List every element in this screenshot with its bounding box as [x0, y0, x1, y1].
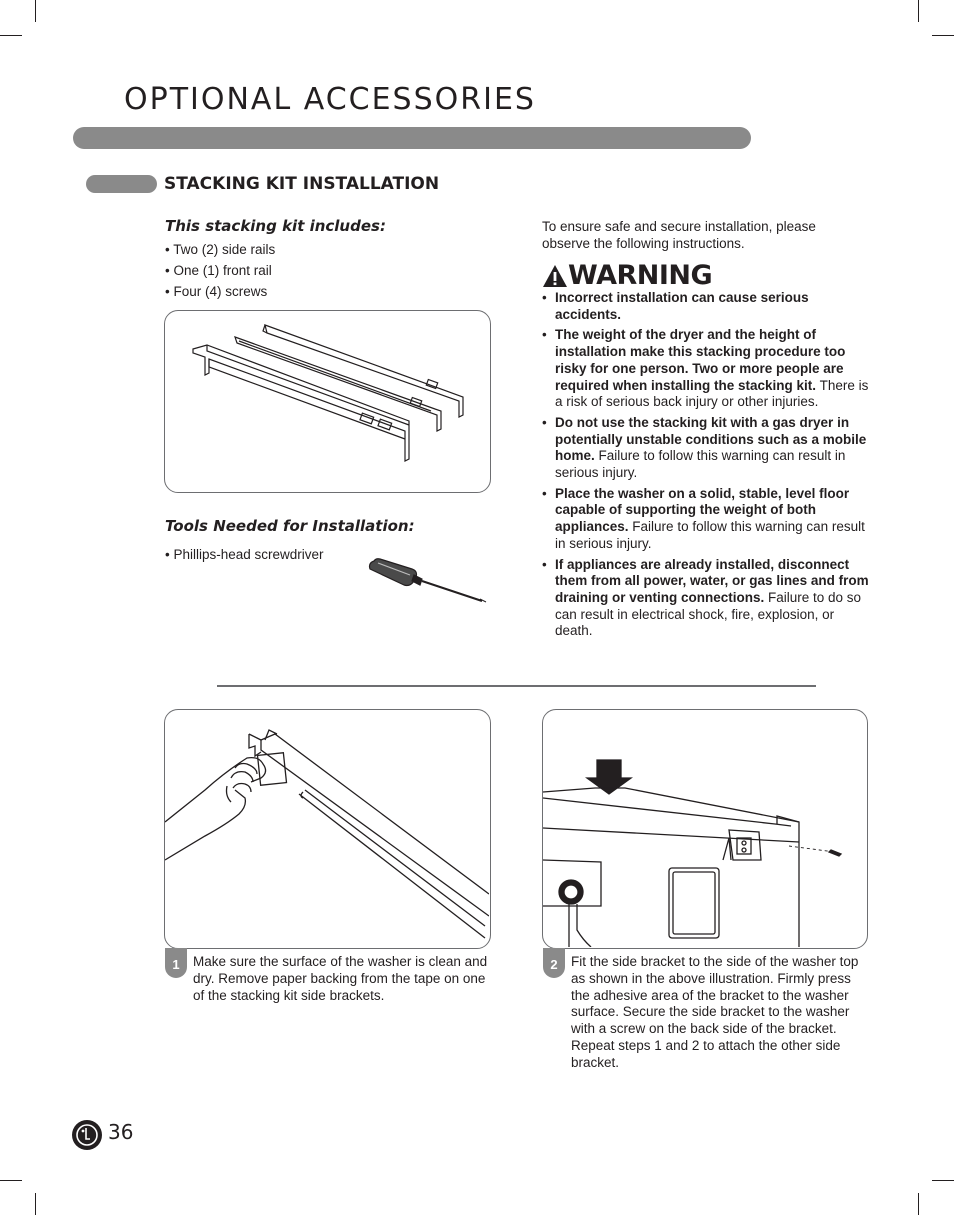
warning-triangle-icon [542, 264, 568, 288]
lg-logo-face [72, 1120, 102, 1150]
hand-bracket-drawing [165, 710, 489, 947]
crop-mark [932, 35, 954, 36]
rails-illustration [164, 310, 491, 493]
header-bar [73, 127, 751, 149]
warning-item [542, 327, 870, 411]
kit-list [165, 239, 275, 302]
warning-item-text: Failure to do so can result in electrical shock, fire, explosion, or death. [555, 589, 862, 639]
list-item: • One (1) front rail [165, 260, 275, 281]
kit-heading: This stacking kit includes: [165, 217, 386, 235]
warning-label: WARNING [568, 260, 713, 291]
section-marker [86, 175, 157, 193]
section-title: STACKING KIT INSTALLATION [164, 174, 440, 194]
page-title: OPTIONAL ACCESSORIES [124, 82, 536, 117]
crop-mark [932, 1180, 954, 1181]
crop-mark [918, 1193, 919, 1215]
washer-bracket-drawing [543, 710, 866, 947]
step-number-badge: 1 [165, 948, 187, 978]
screwdriver-icon [364, 555, 488, 605]
step2-illustration [542, 709, 868, 949]
warning-item [542, 415, 870, 482]
step-number-badge: 2 [543, 948, 565, 978]
crop-mark [0, 1180, 22, 1181]
step1-illustration [164, 709, 491, 949]
tools-heading: Tools Needed for Installation: [165, 517, 415, 535]
crop-mark [35, 1193, 36, 1215]
warning-item-bold: Place the washer on a solid, stable, level floor capable of supporting the weight of both appliances. [555, 485, 850, 535]
crop-mark [918, 0, 919, 22]
list-item: • Two (2) side rails [165, 239, 275, 260]
intro-text: To ensure safe and secure installation, please observe the following instructions. [542, 219, 816, 251]
step-text: Fit the side bracket to the side of the washer top as shown in the above illustration. Firmly press the adhesive area of the bracket to the washer surface. Secure the side bracket to the washer with a screw on the back side of the bracket. Repeat steps 1 and 2 to attach the other side bracket. [571, 954, 859, 1070]
divider [217, 685, 816, 687]
warning-item-text: Failure to follow this warning can result in serious injury. [555, 519, 865, 551]
warning-list [542, 290, 870, 644]
list-item: • Phillips-head screwdriver [165, 544, 324, 565]
warning-item [542, 486, 870, 553]
warning-heading [542, 260, 712, 291]
warning-item-bold: If appliances are already installed, disconnect them from all power, water, or gas lines and from draining or venting connections. [555, 556, 869, 605]
crop-mark [35, 0, 36, 22]
tools-list [165, 544, 324, 565]
warning-item [542, 290, 870, 323]
rails-drawing [165, 311, 489, 491]
warning-item-bold: Incorrect installation can cause serious accidents. [555, 290, 809, 322]
warning-item-text: Failure to follow this warning can result in serious injury. [555, 448, 846, 481]
warning-item-bold: Do not use the stacking kit with a gas dryer in potentially unstable conditions such as a mobile home. [555, 414, 867, 464]
page-number: 36 [108, 1120, 134, 1144]
step-text: Make sure the surface of the washer is clean and dry. Remove paper backing from the tape on one of the stacking kit side brackets. [193, 954, 488, 1003]
warning-item-text: There is a risk of serious back injury or other injuries. [555, 377, 869, 410]
warning-item [542, 557, 870, 641]
warning-item-bold: The weight of the dryer and the height of installation make this stacking procedure too risky for one person. Two or more people are required when installing the stacking kit. [555, 327, 846, 393]
list-item: • Four (4) screws [165, 281, 275, 302]
lg-logo-icon [72, 1120, 102, 1150]
crop-mark [0, 35, 22, 36]
